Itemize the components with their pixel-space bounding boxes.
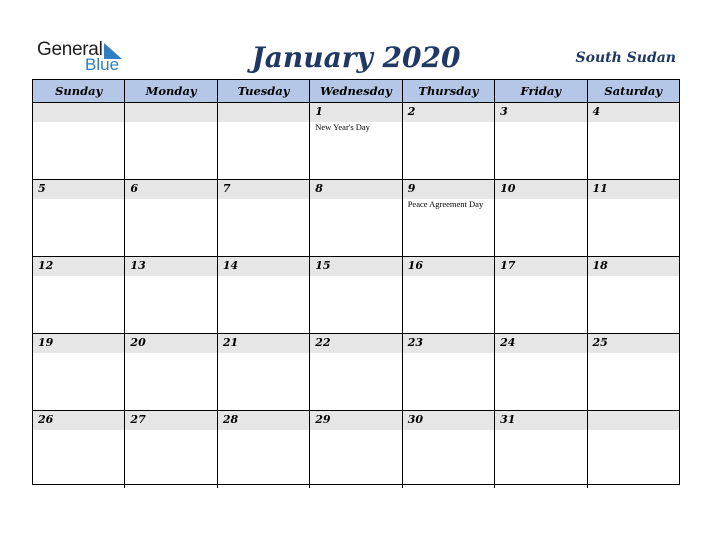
holiday-label: New Year's Day	[315, 122, 370, 132]
day-number: 27	[130, 413, 146, 426]
day-number: 28	[222, 413, 239, 426]
day-number-band	[218, 103, 309, 122]
week-row	[33, 257, 679, 334]
day-cell	[33, 334, 125, 411]
day-cell	[125, 334, 217, 411]
week-row	[33, 180, 679, 257]
weekday-header: Wednesday	[310, 80, 402, 103]
day-number-band	[33, 180, 124, 199]
day-cell	[33, 257, 125, 334]
day-number: 15	[315, 259, 331, 272]
day-number: 1	[315, 105, 323, 118]
day-cell	[403, 180, 495, 257]
day-cell	[588, 257, 679, 334]
day-number: 26	[38, 413, 54, 426]
week-row	[33, 334, 679, 411]
day-number: 9	[407, 182, 416, 195]
day-cell	[125, 411, 217, 488]
country-label: South Sudan	[575, 50, 676, 66]
day-number: 6	[130, 182, 139, 195]
day-number-band	[310, 103, 401, 122]
day-cell	[403, 334, 495, 411]
day-number: 17	[500, 259, 516, 272]
day-number: 31	[500, 413, 516, 426]
calendar-grid	[32, 79, 680, 485]
weekday-header: Tuesday	[218, 80, 310, 103]
day-cell	[403, 411, 495, 488]
day-cell	[495, 180, 587, 257]
day-cell	[33, 180, 125, 257]
day-cell	[218, 411, 310, 488]
day-number: 18	[592, 259, 608, 272]
day-number-band	[403, 103, 494, 122]
day-cell	[125, 180, 217, 257]
day-cell	[33, 103, 125, 180]
day-cell	[310, 103, 402, 180]
weekday-header: Friday	[495, 80, 587, 103]
day-cell	[33, 411, 125, 488]
day-number: 8	[315, 182, 323, 195]
day-cell	[403, 103, 495, 180]
day-cell	[588, 180, 679, 257]
day-number: 16	[407, 259, 423, 272]
day-number-band	[125, 180, 216, 199]
day-cell	[218, 180, 310, 257]
week-row	[33, 103, 679, 180]
day-number-band	[588, 411, 679, 430]
day-cell	[310, 411, 402, 488]
day-number: 2	[407, 105, 416, 118]
day-number: 7	[222, 182, 231, 195]
day-number: 10	[500, 182, 516, 195]
day-cell	[588, 103, 679, 180]
day-number: 23	[407, 336, 423, 349]
day-number: 25	[592, 336, 608, 349]
holiday-label: Peace Agreement Day	[407, 199, 484, 209]
day-number-band	[33, 103, 124, 122]
day-cell	[495, 257, 587, 334]
weekday-header: Thursday	[403, 80, 495, 103]
logo-word-general: General	[37, 39, 103, 60]
day-number-band	[218, 180, 309, 199]
day-number: 14	[222, 259, 239, 272]
day-cell	[310, 180, 402, 257]
weekday-header: Saturday	[588, 80, 679, 103]
weekday-header: Sunday	[33, 80, 125, 103]
day-number: 20	[130, 336, 146, 349]
day-number-band	[403, 180, 494, 199]
day-cell	[495, 411, 587, 488]
day-cell	[218, 334, 310, 411]
day-cell	[588, 411, 679, 488]
day-number: 13	[130, 259, 146, 272]
day-number: 30	[407, 413, 423, 426]
day-cell	[495, 334, 587, 411]
day-number: 19	[38, 336, 54, 349]
page-title: January 2020	[251, 41, 461, 74]
weekday-header-row	[33, 80, 679, 103]
day-cell	[310, 257, 402, 334]
day-number: 3	[500, 105, 508, 118]
day-cell	[588, 334, 679, 411]
day-cell	[403, 257, 495, 334]
logo-word-blue: Blue	[85, 55, 120, 74]
day-cell	[310, 334, 402, 411]
day-number: 29	[315, 413, 331, 426]
day-number: 21	[222, 336, 239, 349]
day-cell	[218, 257, 310, 334]
day-cell	[495, 103, 587, 180]
day-number: 12	[38, 259, 54, 272]
day-cell	[125, 257, 217, 334]
weekday-header: Monday	[125, 80, 217, 103]
day-number: 24	[500, 336, 516, 349]
day-number-band	[495, 103, 586, 122]
day-cell	[125, 103, 217, 180]
day-number: 4	[592, 105, 601, 118]
day-number: 5	[38, 182, 46, 195]
day-number-band	[588, 103, 679, 122]
day-number-band	[310, 180, 401, 199]
day-number: 22	[315, 336, 331, 349]
day-number: 11	[592, 182, 608, 195]
day-cell	[218, 103, 310, 180]
day-number-band	[125, 103, 216, 122]
week-row	[33, 411, 679, 488]
